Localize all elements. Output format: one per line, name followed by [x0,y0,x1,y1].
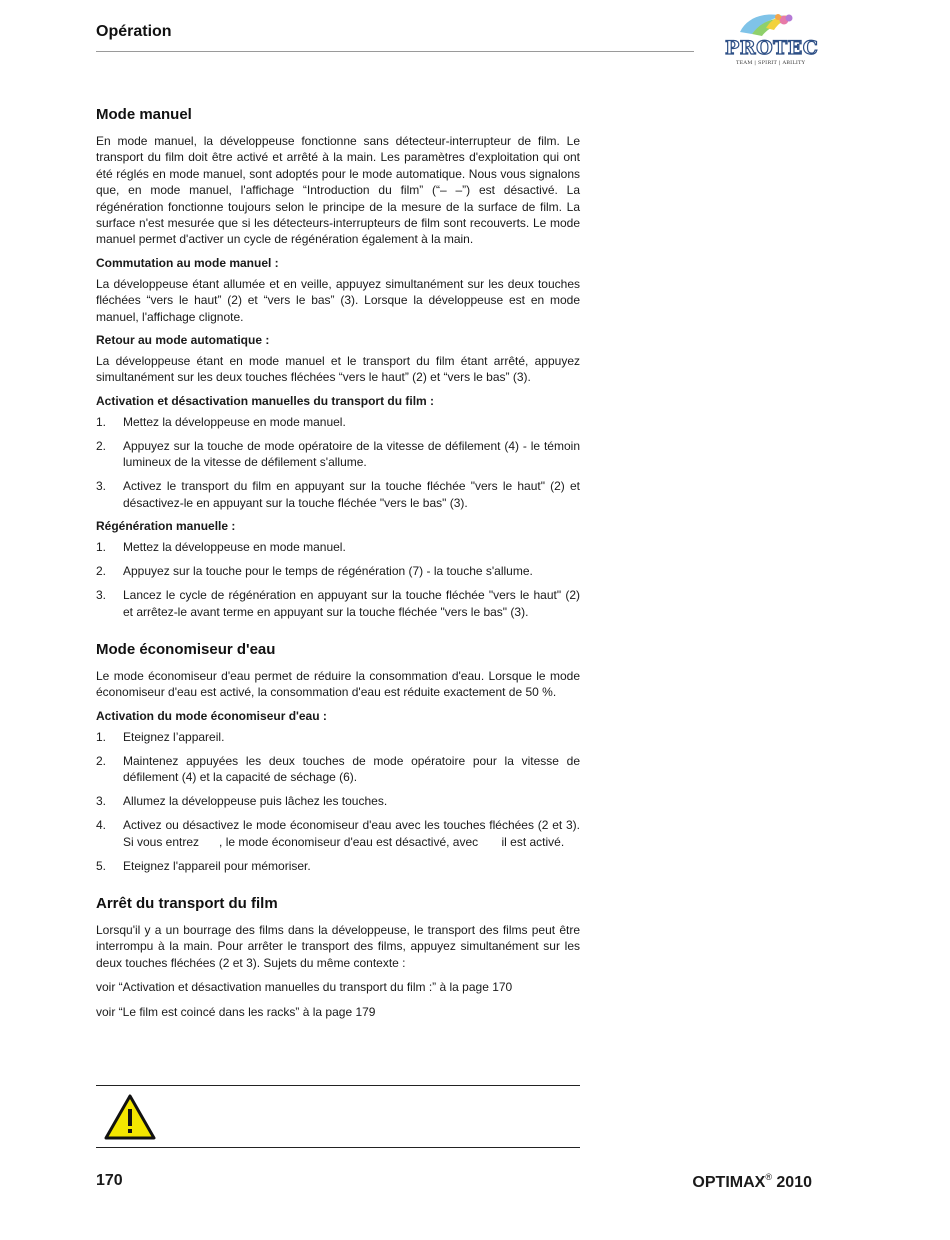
logo-tagline: TEAM | SPIRIT | ABILITY [736,60,806,66]
manual-transport-heading: Activation et désactivation manuelles du transport du film : [96,393,435,408]
return-to-auto-text: La développeuse étant en mode manuel et le transport du film étant arrêté, appuyez simultanément sur les deux touches fléchées “vers le haut” (2) et “vers le bas” (3). [96,354,580,385]
list-item: 1. Eteignez l’appareil. [96,729,225,744]
list-item: 1. Mettez la développeuse en mode manuel. [96,414,346,429]
manual-mode-intro: En mode manuel, la développeuse fonctionne sans détecteur-interrupteur de film. Le transport du film doit être activé et arrêté à la main. Les paramètres d'exploitation qui ont été réglés en mode manuel, sont adoptés pour le mode automatique. Nous vous signalons que, en mode manuel, l'affichage “Introduction du film” (“– –”) est désactivé. La régénération fonctionne toujours selon le principe de la mesure de la surface de film. La surface n'est mesurée que si les détecteurs-interrupteurs de film sont recouverts. Le mode manuel permet d'activer un cycle de régénération également à la main. [96,134,580,247]
list-item: 2. Appuyez sur la touche de mode opératoire de la vitesse de défilement (4) - le témoin lumineux de la vitesse de défilement s'allume. [96,438,580,470]
list-item: 3. Lancez le cycle de régénération en appuyant sur la touche fléchée "vers le haut" (2) et arrêtez-le avant terme en appuyant sur la touche fléchée "vers le bas" (3). [96,588,580,619]
manual-transport-steps [96,414,580,511]
logo-wordmark: PROTEC [725,37,819,59]
page-header-title: Opération [96,23,172,40]
section-heading-manual-mode: Mode manuel [96,106,192,123]
section-heading-water-saver: Mode économiseur d'eau [96,640,276,658]
logo-swoosh-icon [722,10,814,40]
return-to-auto-heading: Retour au mode automatique : [96,333,270,348]
water-saver-activation-heading: Activation du mode économiseur d'eau : [96,708,327,723]
warning-box [96,1085,580,1148]
page-number: 170 [96,1172,123,1189]
water-saver-intro: Le mode économiseur d'eau permet de réduire la consommation d'eau. Lorsque le mode économiseur d'eau est activé, la consommation d'eau est réduite exactement de 50 %. [96,668,580,700]
main-content [96,106,584,1028]
protec-logo [722,10,819,68]
product-name: OPTIMAX® 2010 [692,1172,812,1191]
list-item: 2. Appuyez sur la touche pour le temps de régénération (7) - la touche s'allume. [96,564,533,579]
list-item: 3. Allumez la développeuse puis lâchez les touches. [96,794,388,809]
switch-to-manual-heading: Commutation au mode manuel : [96,255,279,270]
water-saver-steps [96,729,584,874]
warning-triangle-icon [104,1094,156,1140]
cross-reference-link[interactable]: voir “Le film est coincé dans les racks” à la page 179 [96,1004,376,1019]
section-heading-stop-transport: Arrêt du transport du film [96,894,278,912]
list-item: 5. Eteignez l'appareil pour mémoriser. [96,858,311,873]
switch-to-manual-text: La développeuse étant allumée et en veille, appuyez simultanément sur les deux touches fléchées “vers le haut” (2) et “vers le bas” (3). Lorsque la développeuse est en mode manuel, l'affichage clignote. [96,276,580,324]
stop-transport-intro: Lorsqu'il y a un bourrage des films dans la développeuse, le transport des films peut être interrompu à la main. Pour arrêter le transport des films, appuyez simultanément sur les deux touches fléchées (2 et 3). Sujets du même contexte : [96,922,580,970]
list-item: 3. Activez le transport du film en appuyant sur la touche fléchée "vers le haut" (2) et désactivez-le en appuyant sur la touche fléchée "vers le bas" (3). [96,479,580,510]
list-item: 4. Activez ou désactivez le mode économiseur d'eau avec les touches fléchées (2 et 3). Si vous entrez , le mode économiseur d'eau est désactivé, avec il est activé. [96,818,584,849]
manual-regeneration-steps [96,539,580,620]
list-item: 2. Maintenez appuyées les deux touches de mode opératoire pour la vitesse de défilement (4) et la capacité de séchage (6). [96,753,580,785]
header-divider [96,51,694,52]
cross-reference-link[interactable]: voir “Activation et désactivation manuelles du transport du film :” à la page 170 [96,980,513,995]
list-item: 1. Mettez la développeuse en mode manuel. [96,540,346,555]
manual-regeneration-heading: Régénération manuelle : [96,519,236,534]
